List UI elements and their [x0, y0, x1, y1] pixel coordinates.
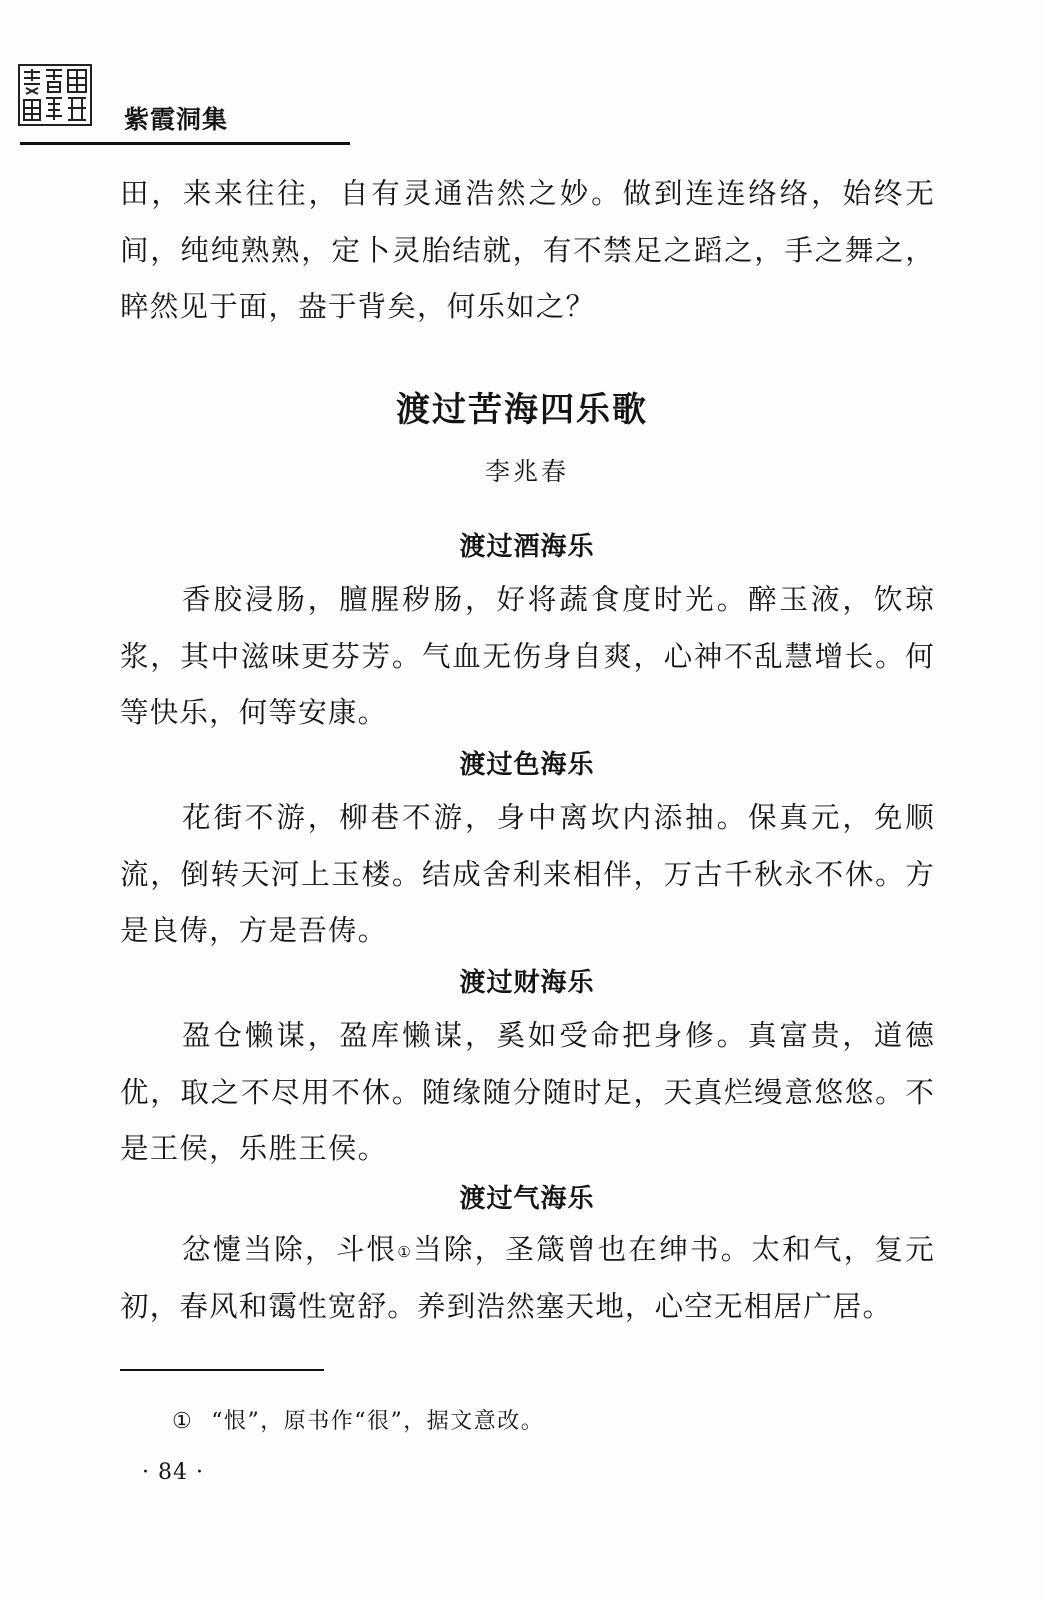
section-heading-anger: 渡过气海乐	[459, 1184, 595, 1214]
footnote-reference[interactable]: ①	[397, 1243, 414, 1261]
header-rule	[20, 142, 350, 145]
anger-text-before-note: 忿懥当除，斗恨	[182, 1233, 398, 1266]
section-paragraph-lust: 花街不游，柳巷不游，身中离坎内添抽。保真元，免顺流，倒转天河上玉楼。结成舍利来相伴，万古千秋永不休。方是良俦，方是吾俦。	[120, 801, 935, 947]
page-number: · 84 ·	[142, 1460, 204, 1485]
section-heading-wealth: 渡过财海乐	[459, 968, 595, 998]
anger-text-after-note: 当除，圣箴曾也在绅书。太和气，复元初，春风和霭性宽舒。养到浩然塞天地，心空无相居广居。	[120, 1233, 936, 1323]
section-body-lust	[120, 790, 935, 960]
footnote-text: “恨”，原书作“很”，据文意改。	[211, 1409, 545, 1434]
footnote-mark: ①	[172, 1409, 194, 1434]
running-head-title: 紫霞洞集	[124, 105, 229, 134]
poem-title: 渡过苦海四乐歌	[396, 390, 648, 430]
section-body-wine	[120, 572, 935, 742]
continuation-paragraph: 田，来来往往，自有灵通浩然之妙。做到连连络络，始终无间，纯纯熟熟，定卜灵胎结就，有不禁足之蹈之，手之舞之，睟然见于面，盎于背矣，何乐如之？	[120, 177, 935, 323]
section-heading-wine: 渡过酒海乐	[459, 532, 595, 562]
section-paragraph-wine: 香胶浸肠，膻腥秽肠，好将蔬食度时光。醉玉液，饮琼浆，其中滋味更芬芳。气血无伤身自爽，心神不乱慧增长。何等快乐，何等安康。	[120, 583, 935, 729]
section-paragraph-wealth: 盈仓懒谋，盈库懒谋，奚如受命把身修。真富贵，道德优，取之不尽用不休。随缘随分随时足，天真烂缦意悠悠。不是王侯，乐胜王侯。	[120, 1019, 935, 1165]
continuation-block	[120, 166, 935, 336]
footnote	[172, 1404, 544, 1435]
seal-logo-icon	[18, 64, 92, 126]
section-heading-lust: 渡过色海乐	[459, 750, 595, 780]
section-body-wealth	[120, 1008, 935, 1178]
footnote-rule	[120, 1369, 324, 1371]
section-paragraph-anger	[120, 1222, 935, 1335]
poem-author: 李兆春	[484, 457, 569, 486]
section-body-anger	[120, 1222, 935, 1335]
